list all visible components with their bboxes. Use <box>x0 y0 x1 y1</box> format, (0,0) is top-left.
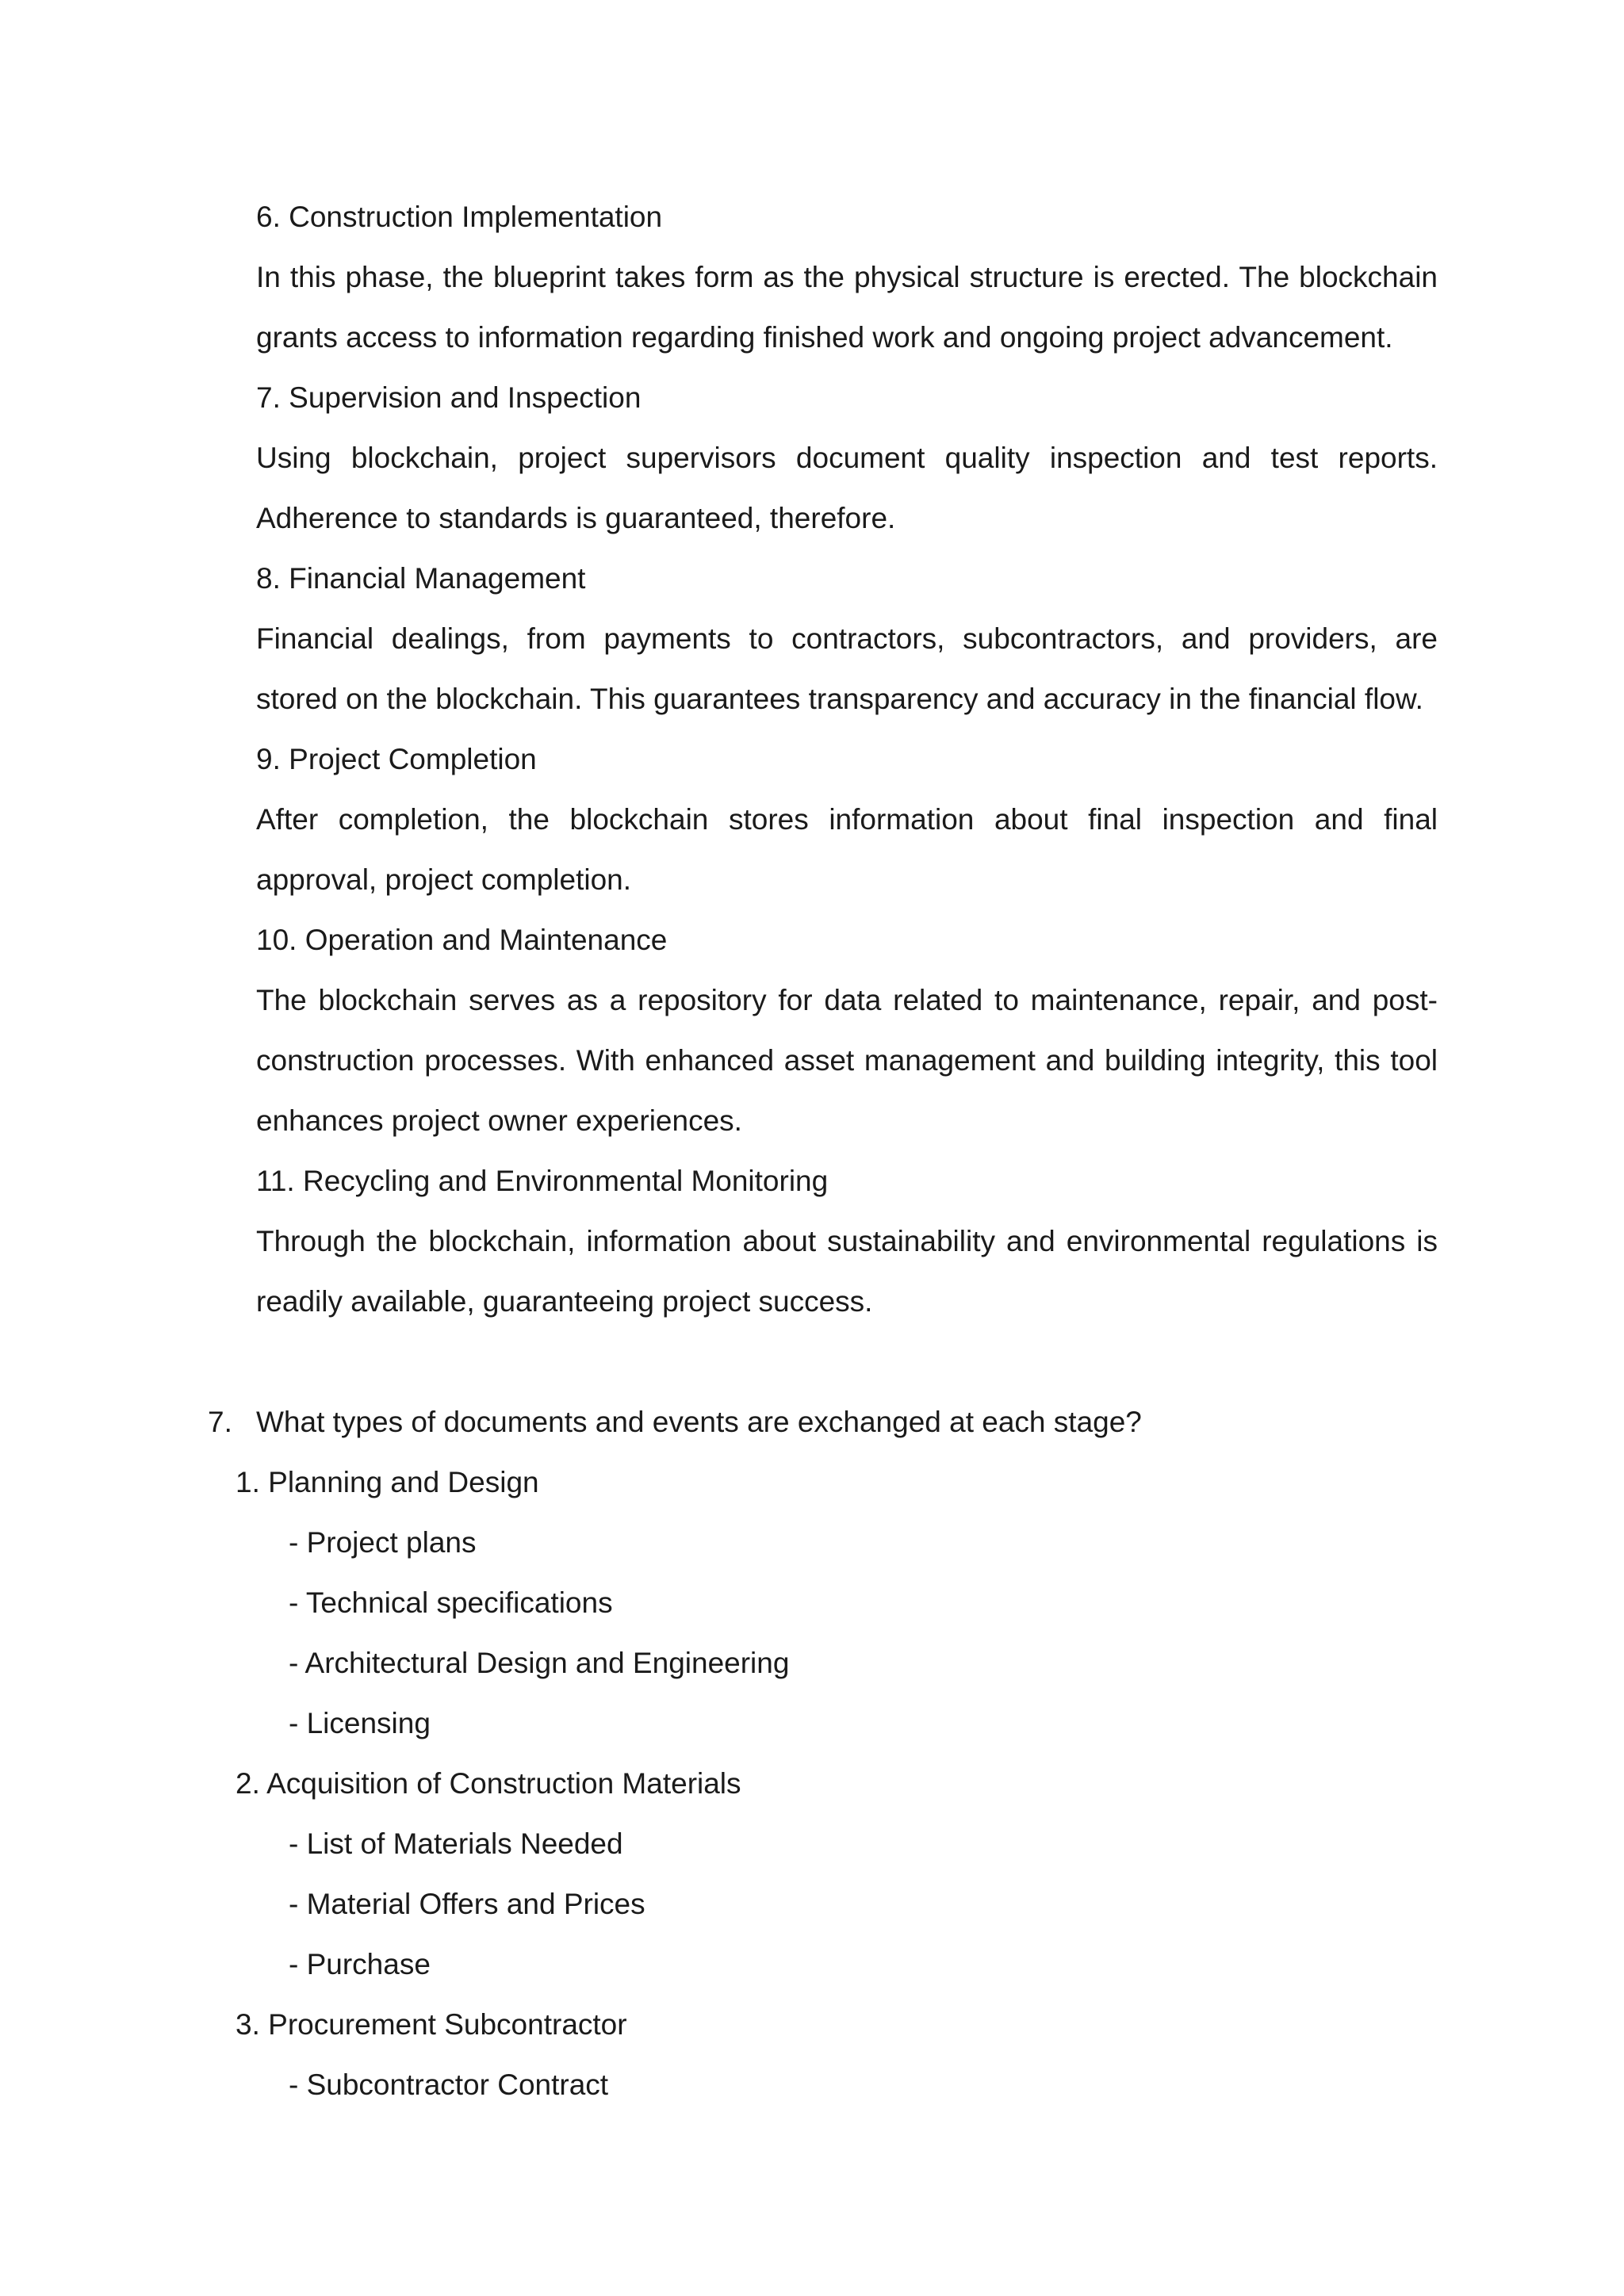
phase-body-line: The blockchain serves as a repository for data related to maintenance, repair, and post- <box>256 984 1438 1016</box>
question-number: 7. <box>208 1406 232 1438</box>
stage-item: - Purchase <box>289 1948 431 1980</box>
phase-body-line: In this phase, the blueprint takes form as the physical structure is erected. The blockchain <box>256 261 1438 293</box>
stage-heading: 2. Acquisition of Construction Materials <box>236 1767 741 1800</box>
phase-body-line: grants access to information regarding finished work and ongoing project advancement. <box>256 321 1393 354</box>
phase-body-line: Through the blockchain, information about sustainability and environmental regulations is <box>256 1225 1438 1257</box>
phase-heading: 7. Supervision and Inspection <box>256 381 642 414</box>
stage-item: - Technical specifications <box>289 1586 613 1619</box>
phase-heading: 8. Financial Management <box>256 562 586 595</box>
stage-item: - Architectural Design and Engineering <box>289 1647 790 1679</box>
phase-body-line: stored on the blockchain. This guarantees transparency and accuracy in the financial flow. <box>256 683 1423 715</box>
stage-heading: 3. Procurement Subcontractor <box>236 2008 627 2041</box>
phase-body-line: Financial dealings, from payments to contractors, subcontractors, and providers, are <box>256 622 1438 655</box>
phase-body-line: Adherence to standards is guaranteed, therefore. <box>256 502 896 534</box>
stage-item: - Material Offers and Prices <box>289 1888 645 1920</box>
phase-heading: 10. Operation and Maintenance <box>256 924 668 956</box>
phase-body-line: Using blockchain, project supervisors document quality inspection and test reports. <box>256 442 1438 474</box>
question-text: What types of documents and events are exchanged at each stage? <box>256 1406 1142 1438</box>
phase-body-line: enhances project owner experiences. <box>256 1104 742 1137</box>
phase-heading: 6. Construction Implementation <box>256 201 663 233</box>
stage-item: - List of Materials Needed <box>289 1827 623 1860</box>
phase-body-line: approval, project completion. <box>256 863 632 896</box>
phase-body-line: After completion, the blockchain stores information about final inspection and final <box>256 803 1438 836</box>
stage-item: - Subcontractor Contract <box>289 2068 609 2101</box>
phase-heading: 11. Recycling and Environmental Monitoring <box>256 1165 829 1197</box>
stage-item: - Licensing <box>289 1707 431 1739</box>
phase-body-line: readily available, guaranteeing project success. <box>256 1285 873 1318</box>
stage-heading: 1. Planning and Design <box>236 1466 539 1498</box>
phase-body-line: construction processes. With enhanced asset management and building integrity, this tool <box>256 1044 1438 1077</box>
stage-item: - Project plans <box>289 1526 477 1559</box>
phase-heading: 9. Project Completion <box>256 743 537 775</box>
